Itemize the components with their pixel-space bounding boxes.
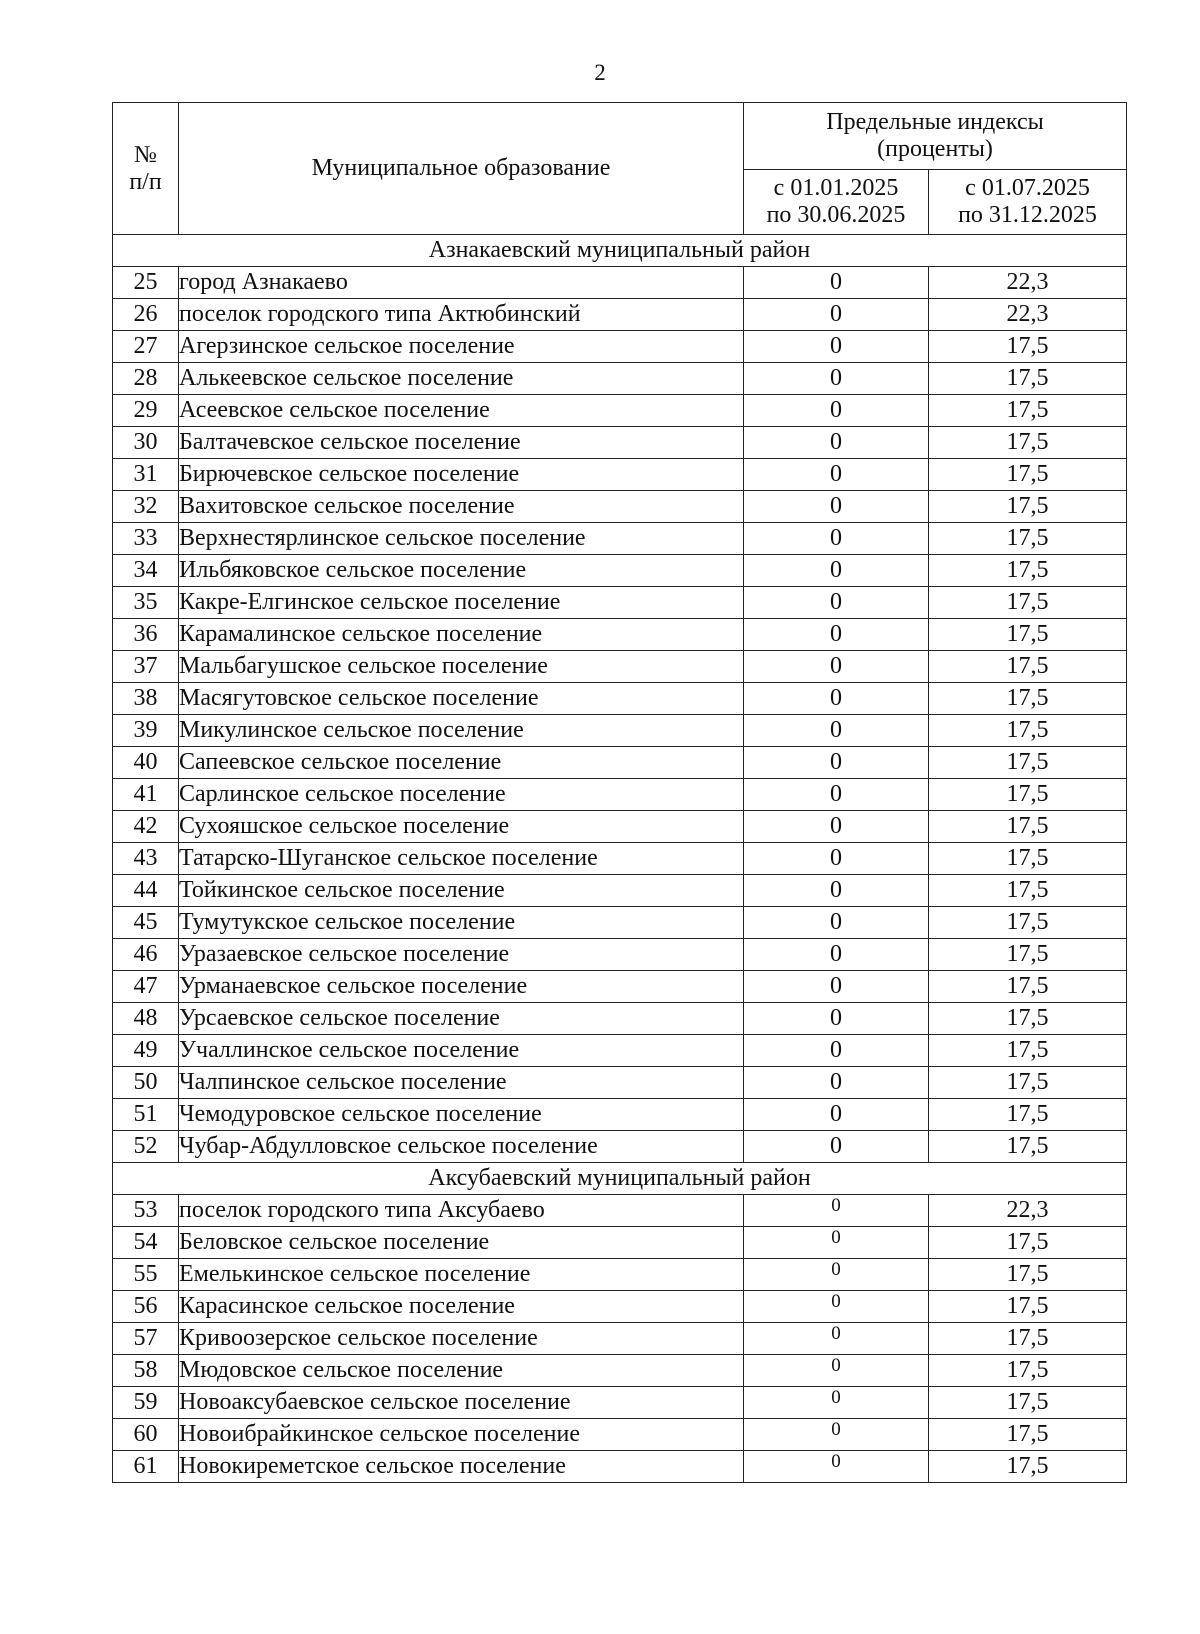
row-index-period-2: 17,5 bbox=[929, 651, 1127, 683]
table-row bbox=[113, 1291, 1127, 1323]
row-index-period-2: 17,5 bbox=[929, 811, 1127, 843]
row-municipality: Карамалинское сельское поселение bbox=[179, 619, 744, 651]
row-index-period-1: 0 bbox=[744, 1003, 929, 1035]
table-row bbox=[113, 1035, 1127, 1067]
row-index-period-1: 0 bbox=[744, 875, 929, 907]
row-number: 43 bbox=[113, 843, 179, 875]
row-index-period-2: 17,5 bbox=[929, 1451, 1127, 1483]
table-row bbox=[113, 715, 1127, 747]
row-index-period-2: 17,5 bbox=[929, 747, 1127, 779]
row-municipality: Урманаевское сельское поселение bbox=[179, 971, 744, 1003]
row-index-period-2: 17,5 bbox=[929, 1419, 1127, 1451]
row-index-period-1: 0 bbox=[744, 1035, 929, 1067]
row-municipality: Мальбагушское сельское поселение bbox=[179, 651, 744, 683]
table-row bbox=[113, 683, 1127, 715]
table-row bbox=[113, 875, 1127, 907]
row-municipality: поселок городского типа Актюбинский bbox=[179, 299, 744, 331]
row-number: 40 bbox=[113, 747, 179, 779]
row-number: 55 bbox=[113, 1259, 179, 1291]
row-municipality: Новоибрайкинское сельское поселение bbox=[179, 1419, 744, 1451]
row-index-period-1: 0 bbox=[744, 971, 929, 1003]
row-municipality: Балтачевское сельское поселение bbox=[179, 427, 744, 459]
row-index-period-2: 17,5 bbox=[929, 427, 1127, 459]
row-number: 34 bbox=[113, 555, 179, 587]
row-index-period-1: 0 bbox=[744, 1131, 929, 1163]
table-row bbox=[113, 843, 1127, 875]
row-index-period-1: 0 bbox=[744, 1291, 929, 1323]
row-number: 54 bbox=[113, 1227, 179, 1259]
row-index-period-2: 17,5 bbox=[929, 971, 1127, 1003]
row-index-period-1: 0 bbox=[744, 1195, 929, 1227]
row-index-period-2: 17,5 bbox=[929, 939, 1127, 971]
row-index-period-2: 17,5 bbox=[929, 1131, 1127, 1163]
row-index-period-1: 0 bbox=[744, 619, 929, 651]
table-row bbox=[113, 395, 1127, 427]
row-number: 30 bbox=[113, 427, 179, 459]
row-number: 47 bbox=[113, 971, 179, 1003]
row-index-period-1: 0 bbox=[744, 715, 929, 747]
row-index-period-2: 17,5 bbox=[929, 1035, 1127, 1067]
row-index-period-2: 22,3 bbox=[929, 1195, 1127, 1227]
row-number: 38 bbox=[113, 683, 179, 715]
row-index-period-1: 0 bbox=[744, 907, 929, 939]
row-index-period-1: 0 bbox=[744, 1099, 929, 1131]
row-index-period-1: 0 bbox=[744, 1323, 929, 1355]
row-municipality: Урсаевское сельское поселение bbox=[179, 1003, 744, 1035]
row-municipality: Тумутукское сельское поселение bbox=[179, 907, 744, 939]
row-index-period-1: 0 bbox=[744, 651, 929, 683]
row-municipality: поселок городского типа Аксубаево bbox=[179, 1195, 744, 1227]
table-row bbox=[113, 1195, 1127, 1227]
row-index-period-2: 17,5 bbox=[929, 587, 1127, 619]
row-index-period-1: 0 bbox=[744, 491, 929, 523]
row-number: 50 bbox=[113, 1067, 179, 1099]
row-number: 42 bbox=[113, 811, 179, 843]
row-number: 59 bbox=[113, 1387, 179, 1419]
row-index-period-2: 17,5 bbox=[929, 331, 1127, 363]
table-row bbox=[113, 1323, 1127, 1355]
table-row bbox=[113, 1419, 1127, 1451]
row-index-period-2: 17,5 bbox=[929, 523, 1127, 555]
table-row bbox=[113, 1099, 1127, 1131]
row-index-period-1: 0 bbox=[744, 843, 929, 875]
table-row bbox=[113, 1067, 1127, 1099]
table-row bbox=[113, 491, 1127, 523]
row-number: 61 bbox=[113, 1451, 179, 1483]
row-number: 44 bbox=[113, 875, 179, 907]
row-index-period-2: 17,5 bbox=[929, 395, 1127, 427]
row-number: 27 bbox=[113, 331, 179, 363]
row-municipality: Вахитовское сельское поселение bbox=[179, 491, 744, 523]
table-row bbox=[113, 1131, 1127, 1163]
row-municipality: Какре-Елгинское сельское поселение bbox=[179, 587, 744, 619]
row-index-period-2: 17,5 bbox=[929, 1067, 1127, 1099]
table-row bbox=[113, 587, 1127, 619]
row-index-period-1: 0 bbox=[744, 1259, 929, 1291]
row-municipality: Чубар-Абдулловское сельское поселение bbox=[179, 1131, 744, 1163]
indices-table bbox=[112, 102, 1127, 1483]
row-municipality: Мюдовское сельское поселение bbox=[179, 1355, 744, 1387]
row-municipality: Кривоозерское сельское поселение bbox=[179, 1323, 744, 1355]
row-municipality: Сухояшское сельское поселение bbox=[179, 811, 744, 843]
row-index-period-1: 0 bbox=[744, 747, 929, 779]
row-index-period-1: 0 bbox=[744, 331, 929, 363]
row-municipality: Новоаксубаевское сельское поселение bbox=[179, 1387, 744, 1419]
row-municipality: Карасинское сельское поселение bbox=[179, 1291, 744, 1323]
row-number: 28 bbox=[113, 363, 179, 395]
row-index-period-1: 0 bbox=[744, 267, 929, 299]
row-number: 51 bbox=[113, 1099, 179, 1131]
row-index-period-2: 17,5 bbox=[929, 459, 1127, 491]
row-municipality: город Азнакаево bbox=[179, 267, 744, 299]
row-index-period-2: 17,5 bbox=[929, 1355, 1127, 1387]
table-row bbox=[113, 619, 1127, 651]
section-title: Азнакаевский муниципальный район bbox=[113, 235, 1127, 267]
row-index-period-2: 17,5 bbox=[929, 363, 1127, 395]
row-municipality: Агерзинское сельское поселение bbox=[179, 331, 744, 363]
table-row bbox=[113, 747, 1127, 779]
table-row bbox=[113, 1259, 1127, 1291]
row-index-period-1: 0 bbox=[744, 683, 929, 715]
row-index-period-2: 17,5 bbox=[929, 779, 1127, 811]
row-number: 25 bbox=[113, 267, 179, 299]
row-index-period-1: 0 bbox=[744, 1451, 929, 1483]
section-row bbox=[113, 1163, 1127, 1195]
row-index-period-2: 17,5 bbox=[929, 1259, 1127, 1291]
row-number: 46 bbox=[113, 939, 179, 971]
row-index-period-2: 17,5 bbox=[929, 1291, 1127, 1323]
table-row bbox=[113, 779, 1127, 811]
table-row bbox=[113, 1355, 1127, 1387]
page-number: 2 bbox=[594, 60, 606, 85]
table-row bbox=[113, 267, 1127, 299]
row-number: 53 bbox=[113, 1195, 179, 1227]
row-index-period-2: 22,3 bbox=[929, 267, 1127, 299]
table-row bbox=[113, 299, 1127, 331]
row-municipality: Уразаевское сельское поселение bbox=[179, 939, 744, 971]
row-index-period-1: 0 bbox=[744, 779, 929, 811]
header-period-2: с 01.07.2025 по 31.12.2025 bbox=[929, 170, 1127, 235]
row-number: 49 bbox=[113, 1035, 179, 1067]
row-number: 39 bbox=[113, 715, 179, 747]
row-municipality: Масягутовское сельское поселение bbox=[179, 683, 744, 715]
table-row bbox=[113, 363, 1127, 395]
row-number: 60 bbox=[113, 1419, 179, 1451]
row-number: 41 bbox=[113, 779, 179, 811]
row-index-period-1: 0 bbox=[744, 811, 929, 843]
row-index-period-1: 0 bbox=[744, 1387, 929, 1419]
row-municipality: Чалпинское сельское поселение bbox=[179, 1067, 744, 1099]
table-row bbox=[113, 651, 1127, 683]
row-index-period-2: 17,5 bbox=[929, 1099, 1127, 1131]
row-index-period-1: 0 bbox=[744, 587, 929, 619]
header-municipality: Муниципальное образование bbox=[179, 103, 744, 235]
row-index-period-2: 17,5 bbox=[929, 715, 1127, 747]
row-index-period-1: 0 bbox=[744, 523, 929, 555]
row-number: 29 bbox=[113, 395, 179, 427]
section-title: Аксубаевский муниципальный район bbox=[113, 1163, 1127, 1195]
row-number: 35 bbox=[113, 587, 179, 619]
row-number: 26 bbox=[113, 299, 179, 331]
table-row bbox=[113, 1003, 1127, 1035]
header-indices bbox=[744, 103, 1127, 170]
row-municipality: Чемодуровское сельское поселение bbox=[179, 1099, 744, 1131]
row-number: 36 bbox=[113, 619, 179, 651]
row-municipality: Алькеевское сельское поселение bbox=[179, 363, 744, 395]
row-number: 56 bbox=[113, 1291, 179, 1323]
table-row bbox=[113, 939, 1127, 971]
table-row bbox=[113, 1387, 1127, 1419]
row-index-period-1: 0 bbox=[744, 395, 929, 427]
row-index-period-1: 0 bbox=[744, 1067, 929, 1099]
row-number: 31 bbox=[113, 459, 179, 491]
row-index-period-2: 17,5 bbox=[929, 875, 1127, 907]
row-index-period-2: 17,5 bbox=[929, 843, 1127, 875]
table-row bbox=[113, 1451, 1127, 1483]
row-index-period-2: 17,5 bbox=[929, 1323, 1127, 1355]
header-indices-text: Предельные индексы (проценты) bbox=[826, 109, 1044, 162]
row-index-period-2: 17,5 bbox=[929, 1387, 1127, 1419]
row-index-period-2: 22,3 bbox=[929, 299, 1127, 331]
row-municipality: Ильбяковское сельское поселение bbox=[179, 555, 744, 587]
row-index-period-1: 0 bbox=[744, 1419, 929, 1451]
row-index-period-2: 17,5 bbox=[929, 907, 1127, 939]
row-index-period-1: 0 bbox=[744, 939, 929, 971]
row-number: 57 bbox=[113, 1323, 179, 1355]
row-number: 33 bbox=[113, 523, 179, 555]
row-municipality: Сапеевское сельское поселение bbox=[179, 747, 744, 779]
row-number: 52 bbox=[113, 1131, 179, 1163]
table-body bbox=[113, 235, 1127, 1483]
row-number: 32 bbox=[113, 491, 179, 523]
row-index-period-1: 0 bbox=[744, 1355, 929, 1387]
table-row bbox=[113, 971, 1127, 1003]
row-number: 37 bbox=[113, 651, 179, 683]
row-municipality: Асеевское сельское поселение bbox=[179, 395, 744, 427]
row-index-period-2: 17,5 bbox=[929, 683, 1127, 715]
row-index-period-2: 17,5 bbox=[929, 1003, 1127, 1035]
row-index-period-2: 17,5 bbox=[929, 619, 1127, 651]
section-row bbox=[113, 235, 1127, 267]
row-index-period-2: 17,5 bbox=[929, 555, 1127, 587]
table-row bbox=[113, 555, 1127, 587]
row-index-period-1: 0 bbox=[744, 1227, 929, 1259]
row-municipality: Бирючевское сельское поселение bbox=[179, 459, 744, 491]
table-row bbox=[113, 427, 1127, 459]
table-row bbox=[113, 331, 1127, 363]
row-municipality: Сарлинское сельское поселение bbox=[179, 779, 744, 811]
table-row bbox=[113, 907, 1127, 939]
row-index-period-1: 0 bbox=[744, 363, 929, 395]
row-index-period-1: 0 bbox=[744, 459, 929, 491]
row-municipality: Беловское сельское поселение bbox=[179, 1227, 744, 1259]
table-row bbox=[113, 811, 1127, 843]
table-header bbox=[113, 103, 1127, 235]
row-number: 58 bbox=[113, 1355, 179, 1387]
table-row bbox=[113, 459, 1127, 491]
row-municipality: Тойкинское сельское поселение bbox=[179, 875, 744, 907]
table-row bbox=[113, 523, 1127, 555]
row-municipality: Татарско-Шуганское сельское поселение bbox=[179, 843, 744, 875]
header-period-1: с 01.01.2025 по 30.06.2025 bbox=[744, 170, 929, 235]
table-row bbox=[113, 1227, 1127, 1259]
row-index-period-1: 0 bbox=[744, 299, 929, 331]
row-number: 48 bbox=[113, 1003, 179, 1035]
row-index-period-2: 17,5 bbox=[929, 1227, 1127, 1259]
row-number: 45 bbox=[113, 907, 179, 939]
row-index-period-2: 17,5 bbox=[929, 491, 1127, 523]
row-municipality: Емелькинское сельское поселение bbox=[179, 1259, 744, 1291]
row-municipality: Учаллинское сельское поселение bbox=[179, 1035, 744, 1067]
row-municipality: Верхнестярлинское сельское поселение bbox=[179, 523, 744, 555]
row-index-period-1: 0 bbox=[744, 427, 929, 459]
header-number: № п/п bbox=[113, 103, 179, 235]
row-municipality: Микулинское сельское поселение bbox=[179, 715, 744, 747]
row-index-period-1: 0 bbox=[744, 555, 929, 587]
row-municipality: Новокиреметское сельское поселение bbox=[179, 1451, 744, 1483]
